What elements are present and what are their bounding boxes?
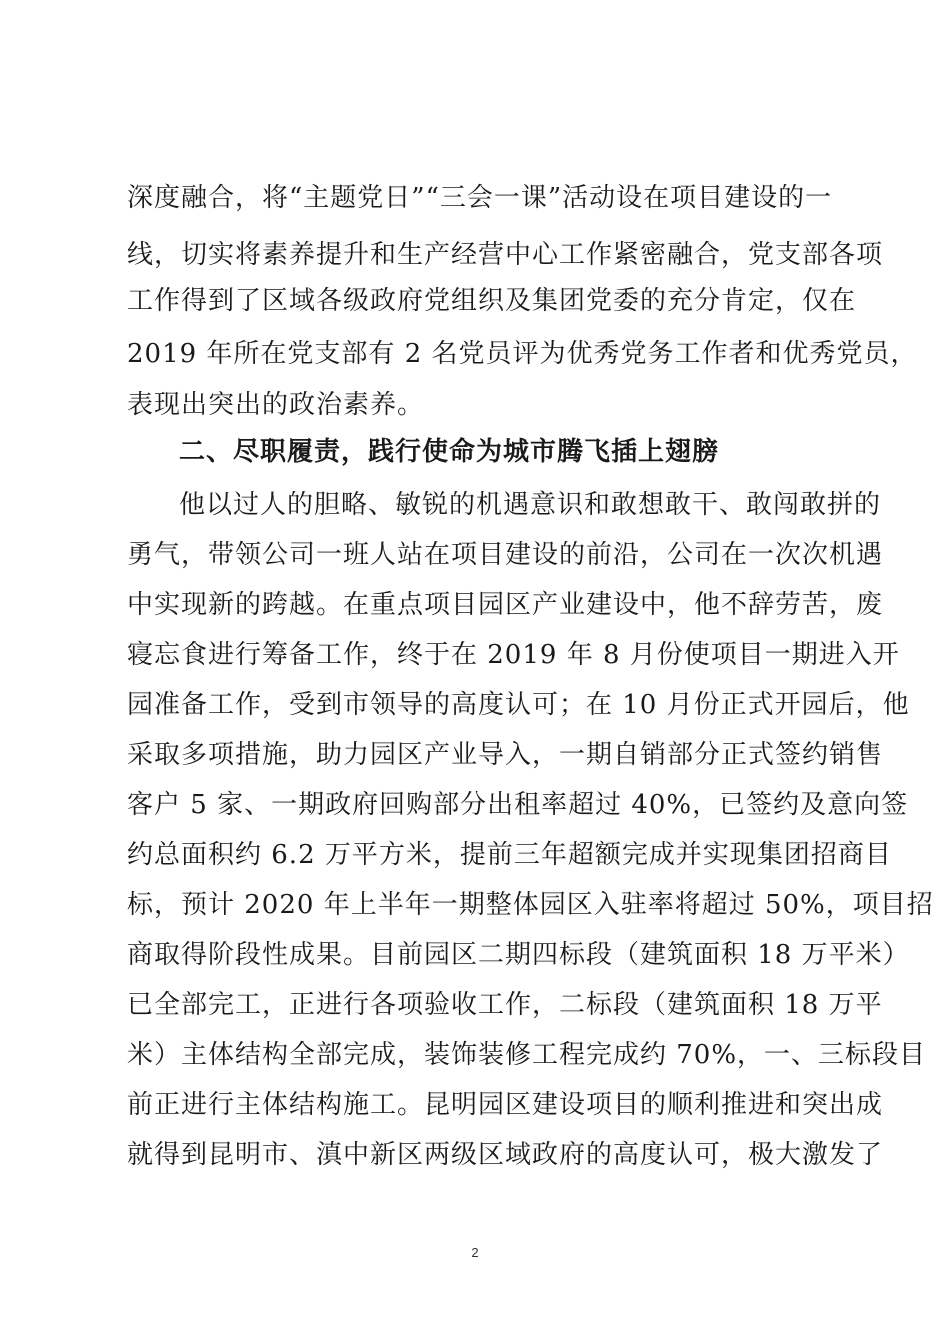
paragraph-line: 园准备工作，受到市领导的高度认可；在 10 月份正式开园后，他 — [127, 690, 910, 720]
paragraph-line: 2019 年所在党支部有 2 名党员评为优秀党务工作者和优秀党员， — [127, 339, 918, 369]
paragraph-line: 工作得到了区域各级政府党组织及集团党委的充分肯定，仅在 — [127, 286, 857, 316]
section-heading: 二、尽职履责，践行使命为城市腾飞插上翅膀 — [179, 437, 720, 467]
paragraph-line: 约总面积约 6.2 万平方米，提前三年超额完成并实现集团招商目 — [127, 840, 892, 870]
paragraph-line: 米）主体结构全部完成，装饰装修工程完成约 70%，一、三标段目 — [127, 1040, 927, 1070]
paragraph-line: 采取多项措施，助力园区产业导入，一期自销部分正式签约销售 — [127, 740, 884, 770]
paragraph-line: 深度融合，将“主题党日”“三会一课”活动设在项目建设的一 — [127, 183, 833, 213]
paragraph-line: 就得到昆明市、滇中新区两级区域政府的高度认可，极大激发了 — [127, 1140, 884, 1170]
paragraph-line: 表现出突出的政治素养。 — [127, 390, 425, 420]
page-number: 2 — [471, 1245, 479, 1260]
paragraph-line: 寝忘食进行筹备工作，终于在 2019 年 8 月份使项目一期进入开 — [127, 640, 900, 670]
paragraph-line: 商取得阶段性成果。目前园区二期四标段（建筑面积 18 万平米） — [127, 940, 910, 970]
paragraph-line: 中实现新的跨越。在重点项目园区产业建设中，他不辞劳苦，废 — [127, 590, 884, 620]
paragraph-line: 已全部完工，正进行各项验收工作，二标段（建筑面积 18 万平 — [127, 990, 883, 1020]
paragraph-line: 前正进行主体结构施工。昆明园区建设项目的顺利推进和突出成 — [127, 1090, 884, 1120]
paragraph-line: 标，预计 2020 年上半年一期整体园区入驻率将超过 50%，项目招 — [127, 890, 934, 920]
paragraph-line: 线，切实将素养提升和生产经营中心工作紧密融合，党支部各项 — [127, 240, 884, 270]
paragraph-line: 他以过人的胆略、敏锐的机遇意识和敢想敢干、敢闯敢拼的 — [179, 490, 882, 520]
paragraph-line: 勇气，带领公司一班人站在项目建设的前沿，公司在一次次机遇 — [127, 540, 884, 570]
paragraph-line: 客户 5 家、一期政府回购部分出租率超过 40%，已签约及意向签 — [127, 790, 909, 820]
